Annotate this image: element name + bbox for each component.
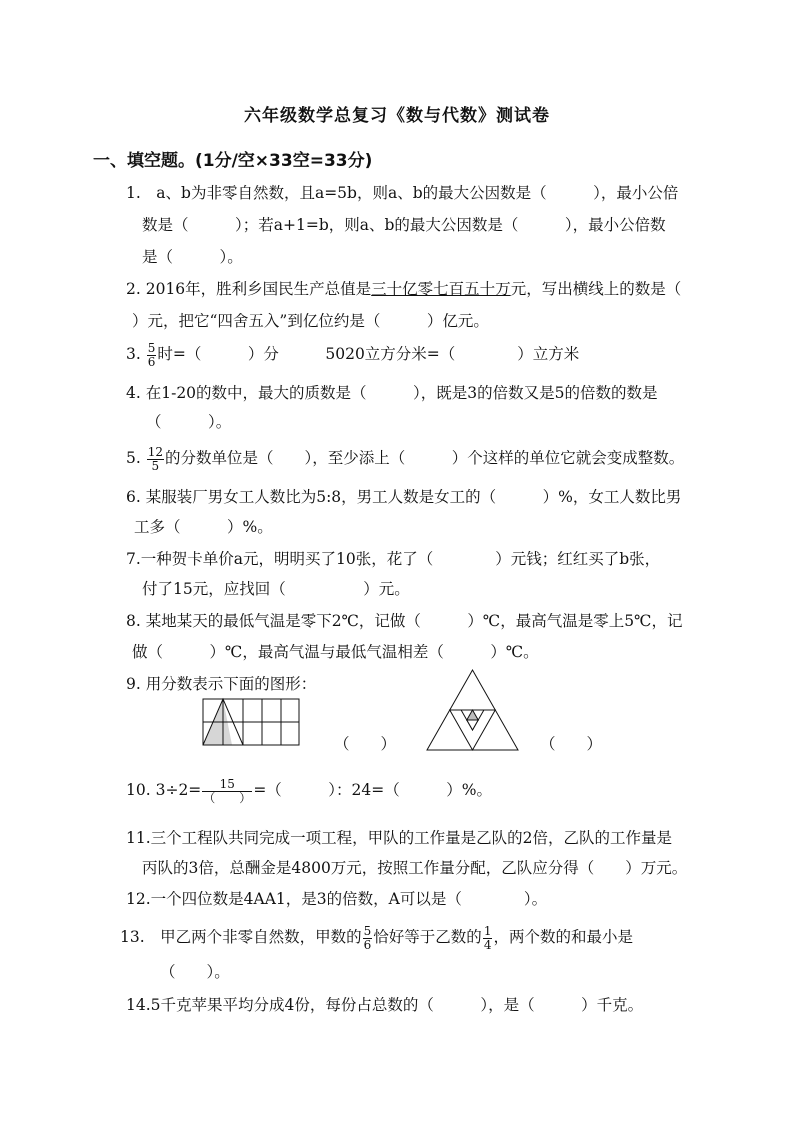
q7-line1: 7.一种贺卡单价a元，明明买了10张，花了（ ）元钱；红红买了b张， <box>126 550 661 568</box>
q9-line: 9. 用分数表示下面的图形： <box>126 675 317 693</box>
q2-line1 <box>126 279 681 299</box>
q5-frac-denominator: 5 <box>151 458 160 473</box>
q7-line2: 付了15元，应找回（ ）元。 <box>142 580 410 598</box>
q10-text: =（ ）：24=（ ）%。 <box>253 781 492 799</box>
q13-frac1-denominator: 6 <box>363 937 372 952</box>
q2-text-post: 元，写出横线上的数是（ <box>510 280 682 298</box>
q10-line <box>126 772 492 808</box>
q13-frac2-denominator: 4 <box>483 937 492 952</box>
q10-number: 10. <box>126 781 151 799</box>
q6-line2: 工多（ ）%。 <box>134 518 273 536</box>
q13-text-pre: 13. 甲乙两个非零自然数，甲数的 <box>120 928 362 946</box>
q10-frac-numerator: 15 <box>202 778 252 792</box>
q4-line1: 4. 在1-20的数中，最大的质数是（ ），既是3的倍数又是5的倍数的数是 <box>126 384 658 402</box>
q3-frac-numerator: 5 <box>147 340 156 355</box>
q8-line2: 做（ ）℃，最高气温与最低气温相差（ ）℃。 <box>132 643 539 661</box>
q9-blank2: （ ） <box>540 735 603 753</box>
q1-line2: 数是（ ）；若a+1=b，则a、b的最大公因数是（ ），最小公倍数 <box>142 216 666 234</box>
q3-fraction <box>147 342 157 369</box>
grid-figure <box>200 696 302 748</box>
q2-text-pre: 2. 2016年，胜利乡国民生产总值是 <box>126 280 372 298</box>
q2-underlined-number: 三十亿零七百五十万 <box>371 280 511 298</box>
q11-line1: 11.三个工程队共同完成一项工程，甲队的工作量是乙队的2倍，乙队的工作量是 <box>126 829 673 847</box>
q13-line1 <box>120 920 633 954</box>
q2-line2: ）元，把它“四舍五入”到亿位约是（ ）亿元。 <box>132 312 489 330</box>
q3-line <box>126 341 579 367</box>
q3-frac-denominator: 6 <box>147 354 156 369</box>
q13-frac1-numerator: 5 <box>363 923 372 938</box>
q5-line <box>126 444 684 472</box>
q6-line1: 6. 某服装厂男女工人数比为5:8，男工人数是女工的（ ）%，女工人数比男 <box>126 488 682 506</box>
q10-frac-denominator: （ ） <box>203 790 252 805</box>
q3-number: 3. <box>126 345 141 363</box>
q5-number: 5. <box>126 449 141 467</box>
q5-frac-numerator: 12 <box>147 444 164 459</box>
q1-line1: 1. a、b为非零自然数，且a=5b，则a、b的最大公因数是（ ），最小公倍 <box>126 184 679 202</box>
q3-text: 时=（ ）分 5020立方分米=（ ）立方米 <box>157 345 580 363</box>
q13-text-post: ，两个数的和最小是 <box>493 928 633 946</box>
q13-fraction-1 <box>363 925 373 952</box>
q9-blank1: （ ） <box>334 735 397 753</box>
q5-fraction <box>147 446 164 473</box>
q5-text: 的分数单位是（ ），至少添上（ ）个这样的单位它就会变成整数。 <box>165 449 685 467</box>
q8-line1: 8. 某地某天的最低气温是零下2℃，记做（ ）℃，最高气温是零上5℃，记 <box>126 612 683 630</box>
q13-line2: （ ）。 <box>160 963 230 981</box>
q10-expr: 3÷2= <box>155 781 202 799</box>
section-heading: 一、填空题。(1分/空×33空=33分) <box>93 151 373 171</box>
q1-line3: 是（ ）。 <box>142 248 243 266</box>
innermost-triangle <box>467 720 478 730</box>
q10-fraction <box>202 778 252 805</box>
page-title: 六年级数学总复习《数与代数》测试卷 <box>244 106 550 126</box>
q13-frac2-numerator: 1 <box>483 923 492 938</box>
q13-fraction-2 <box>483 925 493 952</box>
triangle-figure <box>424 667 521 753</box>
q11-line2: 丙队的3倍，总酬金是4800万元，按照工作量分配，乙队应分得（ ）万元。 <box>142 859 688 877</box>
q12-line: 12.一个四位数是4AA1，是3的倍数，A可以是（ ）。 <box>126 890 548 908</box>
q13-text-mid: 恰好等于乙数的 <box>373 928 482 946</box>
q4-line2: （ ）。 <box>146 413 232 431</box>
q14-line: 14.5千克苹果平均分成4份，每份占总数的（ ），是（ ）千克。 <box>126 996 644 1014</box>
